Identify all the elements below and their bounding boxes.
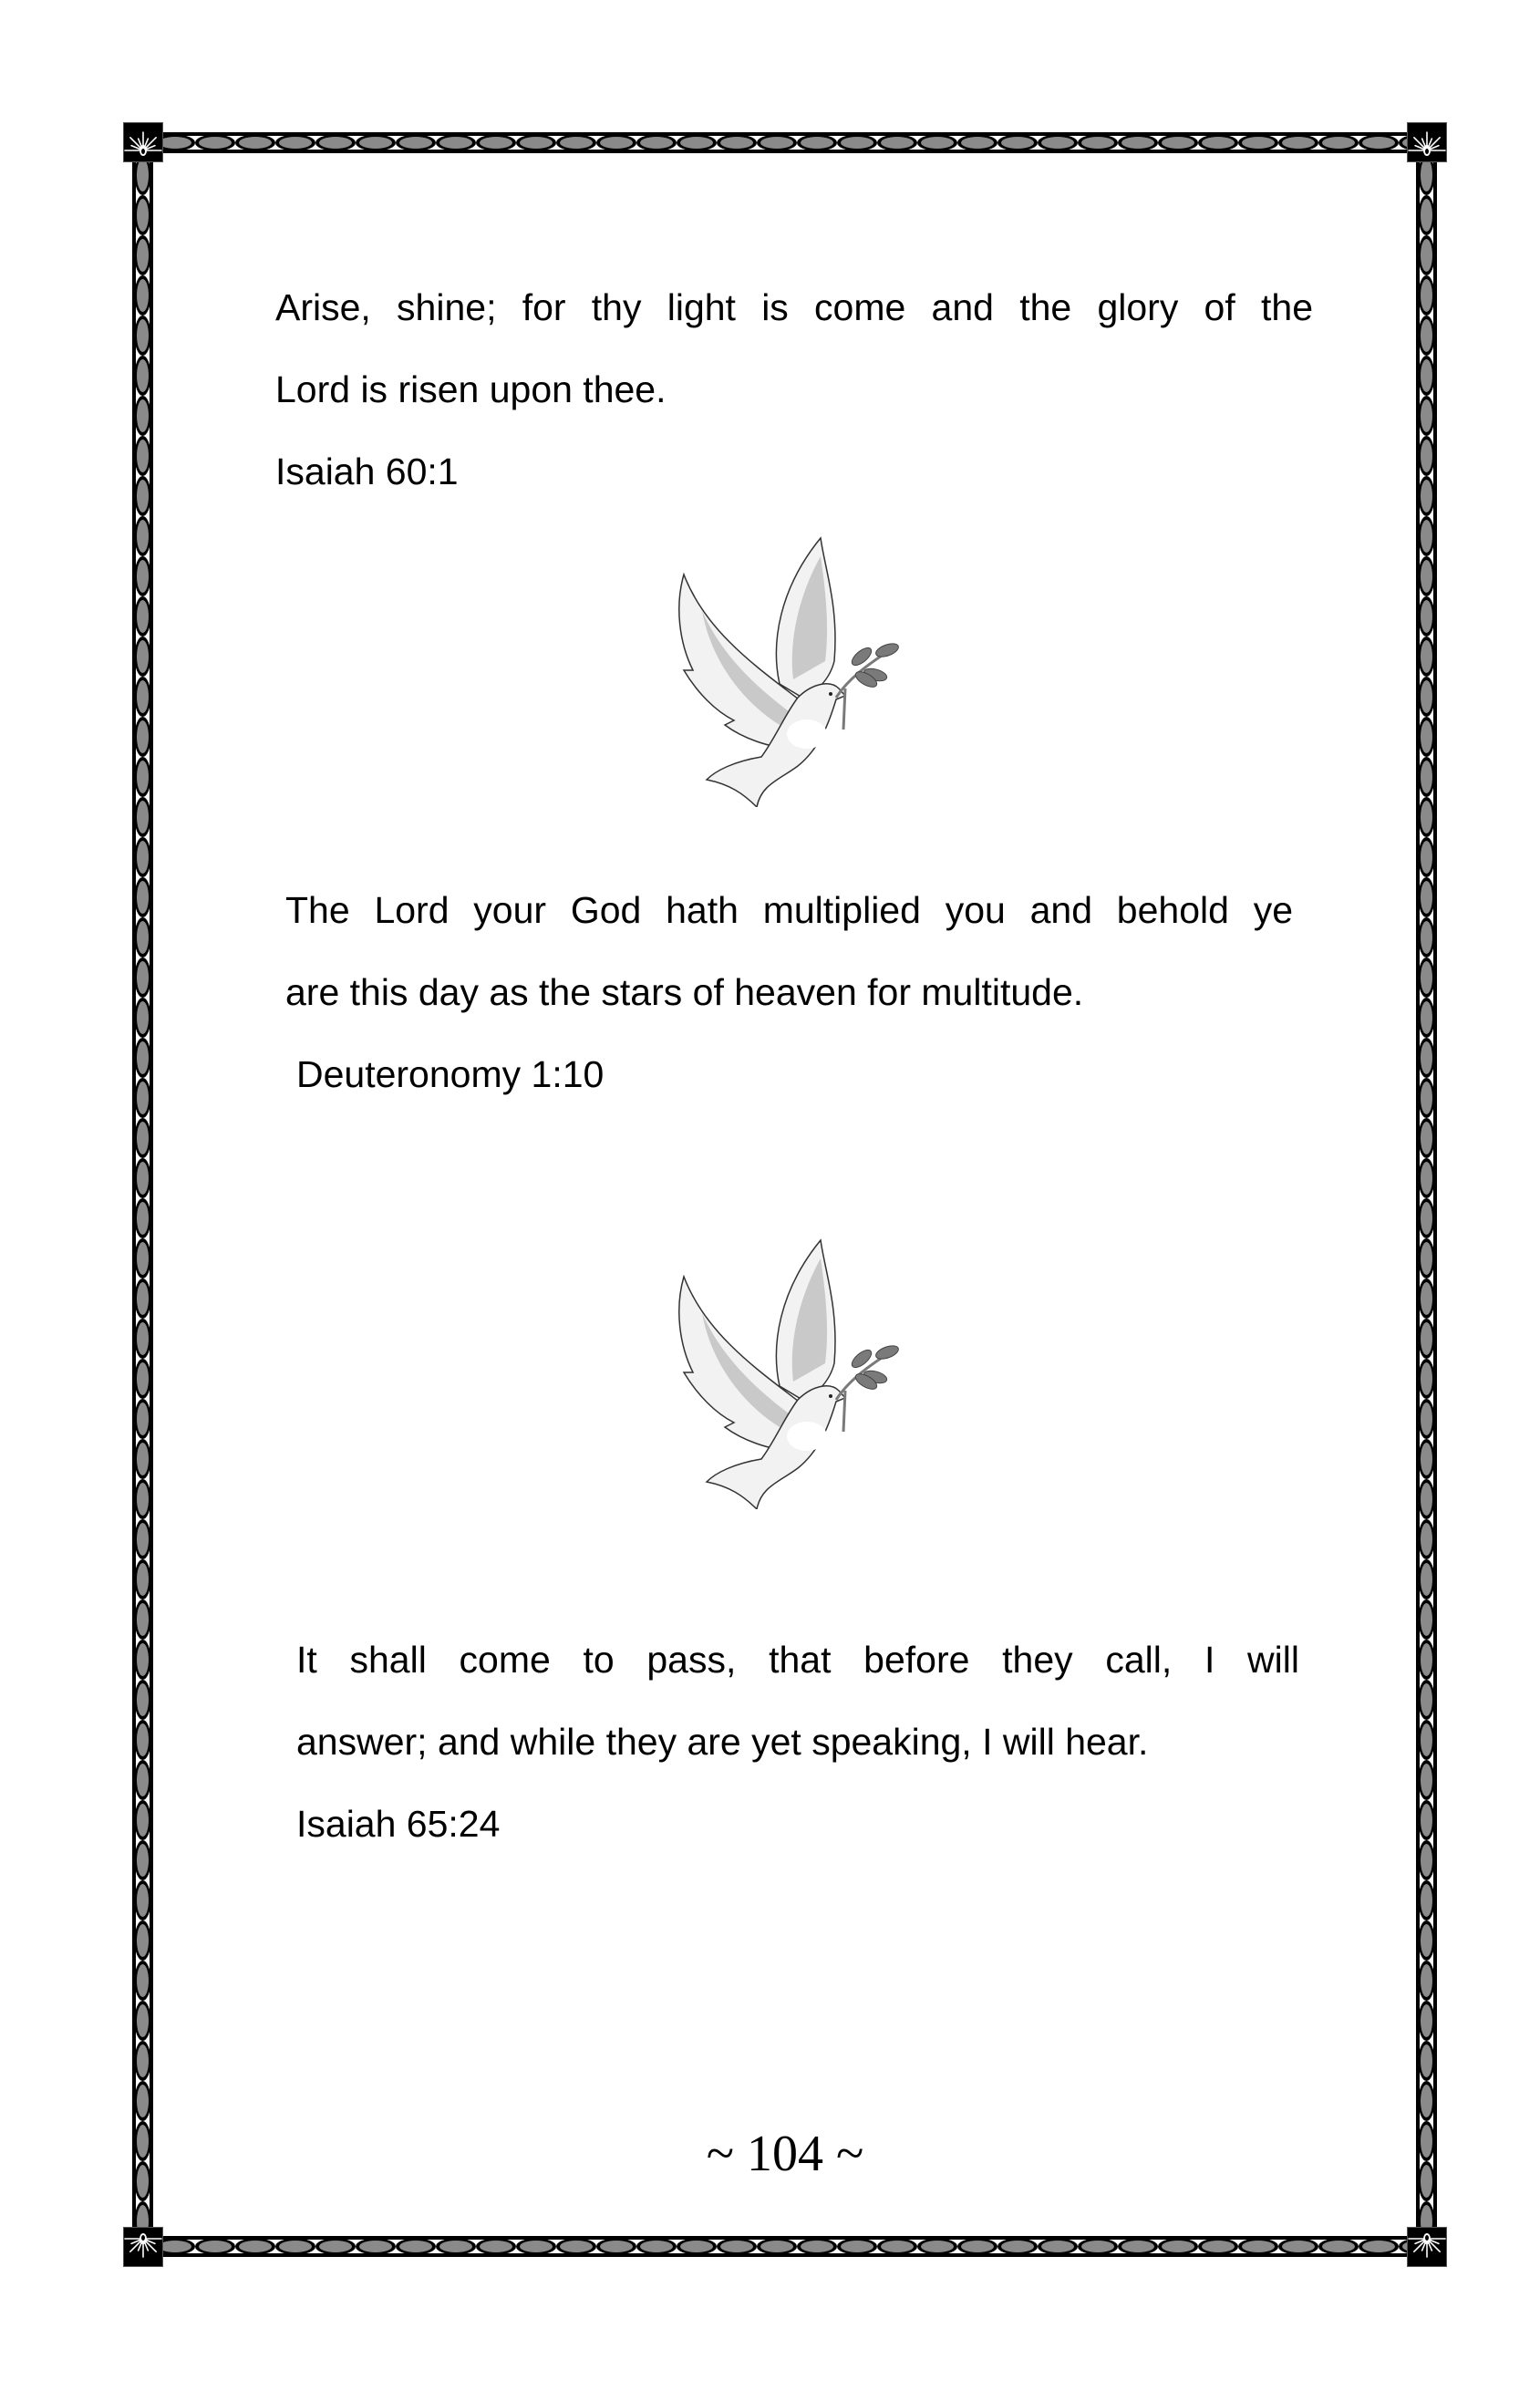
border-bottom: [155, 2236, 1415, 2257]
corner-ornament-icon: [1408, 123, 1446, 161]
verse-line: Lord is risen upon thee.: [275, 368, 667, 410]
page-number: ~ 104 ~: [706, 2126, 864, 2182]
corner-ornament-icon: [124, 2228, 162, 2266]
border-pattern-right: [1416, 155, 1437, 2234]
border-left: [132, 155, 153, 2234]
verse-reference: Isaiah 65:24: [296, 1803, 501, 1845]
corner-ornament-icon: [124, 123, 162, 161]
corner-ornament-icon: [1408, 2228, 1446, 2266]
border-pattern-bottom: [155, 2236, 1415, 2257]
verse-line: It shall come to pass, that before they call, I will: [296, 1639, 1299, 1681]
verse-reference: Deuteronomy 1:10: [296, 1053, 605, 1095]
border-right: [1416, 155, 1437, 2234]
dove-with-olive-branch-icon: [643, 533, 916, 807]
border-pattern-left: [132, 155, 153, 2234]
verse-block: [275, 266, 1313, 512]
verse-block: [296, 1619, 1299, 1865]
verse-line: are this day as the stars of heaven for multitude.: [285, 971, 1084, 1013]
dove-with-olive-branch-icon: [643, 1236, 916, 1509]
verse-line: answer; and while they are yet speaking, I will hear.: [296, 1721, 1149, 1763]
verse-block: [285, 869, 1293, 1115]
verse-line: The Lord your God hath multiplied you and behold ye: [285, 889, 1293, 931]
verse-reference: Isaiah 60:1: [275, 450, 459, 492]
border-pattern-top: [155, 132, 1415, 153]
border-top: [155, 132, 1415, 153]
verse-line: Arise, shine; for thy light is come and the glory of the: [275, 286, 1313, 328]
